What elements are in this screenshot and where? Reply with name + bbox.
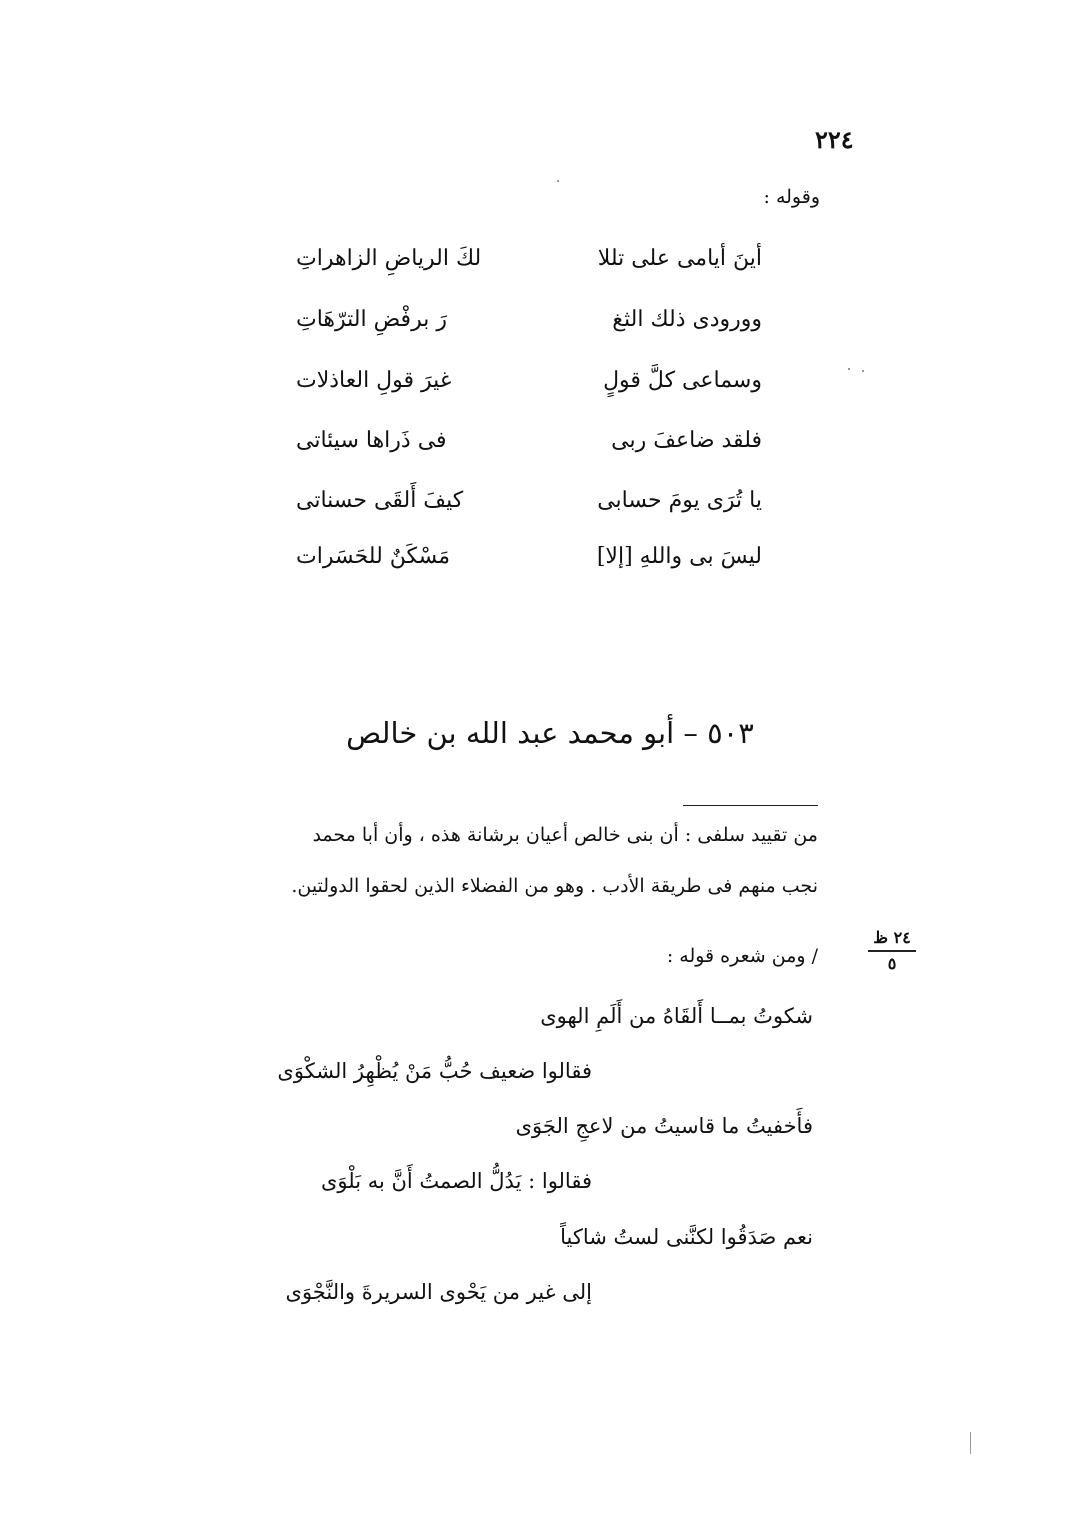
verse-right-hemistich: ليسَ بى واللهِ [إلا] [596, 544, 762, 569]
verse-left-hemistich: لكَ الرياضِ الزاهراتِ [296, 246, 482, 271]
verse-right-hemistich: وسماعى كلَّ قولٍ [603, 368, 762, 393]
verse-right-hemistich: يا تُرَى يومَ حسابى [597, 488, 762, 513]
folio-divider [868, 950, 916, 952]
verse-intro-label: وقوله : [763, 186, 820, 208]
folio-margin-note [868, 928, 916, 973]
entry-heading: ٥٠٣ – أبو محمد عبد الله بن خالص [346, 716, 754, 750]
poem-line: شكوتُ بمــا أَلقَاهُ من أَلَمِ الهوى [540, 1004, 813, 1028]
poem-line: نعم صَدَقُوا لكنَّنى لستُ شاكياً [560, 1225, 813, 1249]
page-number: ٢٢٤ [815, 125, 854, 154]
verse-right-hemistich: أينَ أيامى على تللا [597, 246, 762, 271]
poem-line: إلى غير من يَحْوى السريرةَ والنَّجْوَى [285, 1280, 592, 1304]
poem-line: فقالوا ضعيف حُبُّ مَنْ يُظْهِرُ الشكْوَى [277, 1059, 592, 1083]
poem-intro-label: / ومن شعره قوله : [666, 945, 818, 967]
verse-left-hemistich: رَ برفْضِ الترّهَاتِ [296, 307, 447, 332]
paragraph-line: من تقييد سلفى : أن بنى خالص أعيان برشانة هذه ، وأن أبا محمد [312, 824, 818, 846]
verse-right-hemistich: فلقد ضاعفَ ربى [611, 428, 762, 453]
poem-line: فأَخفيتُ ما قاسيتُ من لاعجِ الجَوَى [515, 1114, 813, 1138]
folio-sub-number: ٥ [887, 953, 897, 973]
verse-left-hemistich: مَسْكَنٌ للحَسَرات [296, 544, 451, 569]
scan-speck [848, 368, 850, 370]
scan-speck [557, 180, 559, 182]
verse-left-hemistich: غيرَ قولِ العاذلات [296, 368, 452, 393]
verse-right-hemistich: وورودى ذلك الثغ [612, 307, 762, 332]
poem-line: فقالوا : يَدُلُّ الصمتُ أَنَّ به بَلْوَى [320, 1169, 592, 1193]
scan-speck [862, 370, 864, 372]
section-rule [683, 805, 818, 806]
paragraph-line: نجب منهم فى طريقة الأدب . وهو من الفضلاء الذين لحقوا الدولتين. [291, 875, 818, 897]
verse-left-hemistich: كيفَ أَلقَى حسناتى [296, 488, 464, 513]
verse-left-hemistich: فى ذَراها سيئاتى [296, 428, 447, 453]
folio-number: ٢٤ ظ [873, 928, 911, 947]
scan-edge-mark [970, 1432, 971, 1454]
